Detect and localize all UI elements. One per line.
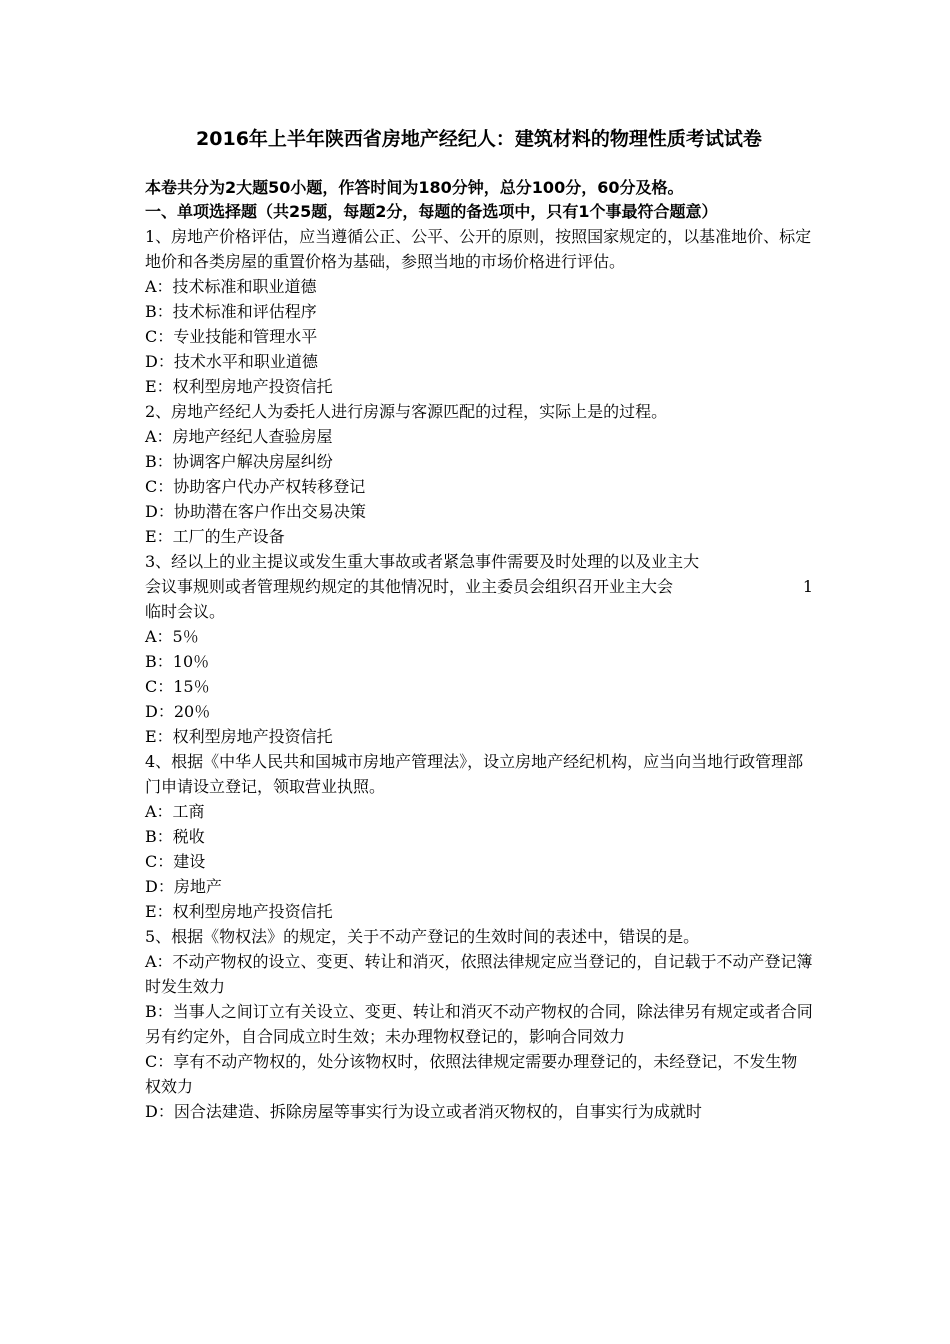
option-c: C：享有不动产物权的，处分该物权时，依照法律规定需要办理登记的，未经登记，不发生物权效力 [145,1052,798,1096]
option-d: D：因合法建造、拆除房屋等事实行为设立或者消灭物权的，自事实行为成就时 [145,1102,702,1121]
section-heading: 一、单项选择题（共25题，每题2分，每题的备选项中，只有1个事最符合题意） [145,202,718,221]
question-text: 5、根据《物权法》的规定，关于不动产登记的生效时间的表述中，错误的是。 [145,927,700,946]
option-b: B：税收 [145,827,205,846]
option-a: A：工商 [145,802,205,821]
option-e: E：权利型房地产投资信托 [145,727,333,746]
option-d: D：房地产 [145,877,222,896]
option-a: A：房地产经纪人查验房屋 [145,427,333,446]
question-text: 2、房地产经纪人为委托人进行房源与客源匹配的过程，实际上是的过程。 [145,402,668,421]
option-b: B：协调客户解决房屋纠纷 [145,452,333,471]
question-text: 4、根据《中华人民共和国城市房地产管理法》，设立房地产经纪机构，应当向当地行政管理部门申请设立登记，领取营业执照。 [145,752,804,796]
question-text-tail: 1 [802,577,813,596]
option-c: C：15％ [145,677,210,696]
option-e: E：权利型房地产投资信托 [145,377,333,396]
document-page [145,124,813,1124]
question-3 [145,549,813,749]
option-a: A：5％ [145,627,199,646]
option-d: D：20％ [145,702,211,721]
option-b: B：技术标准和评估程序 [145,302,317,321]
question-text-line-3: 临时会议。 [145,602,226,621]
question-text-line-2 [145,574,813,599]
option-d: D：协助潜在客户作出交易决策 [145,502,366,521]
option-e: E：工厂的生产设备 [145,527,285,546]
question-5 [145,924,813,1124]
option-a: A：不动产物权的设立、变更、转让和消灭，依照法律规定应当登记的，自记载于不动产登记簿时发生效力 [145,952,813,996]
option-b: B：10％ [145,652,210,671]
option-d: D：技术水平和职业道德 [145,352,318,371]
option-e: E：权利型房地产投资信托 [145,902,333,921]
question-1 [145,224,813,399]
option-c: C：建设 [145,852,206,871]
option-a: A：技术标准和职业道德 [145,277,317,296]
option-c: C：专业技能和管理水平 [145,327,318,346]
question-4 [145,749,813,924]
option-c: C：协助客户代办产权转移登记 [145,477,366,496]
question-2 [145,399,813,549]
question-text: 1、房地产价格评估，应当遵循公正、公平、公开的原则，按照国家规定的，以基准地价、标定地价和各类房屋的重置价格为基础，参照当地的市场价格进行评估。 [145,227,812,271]
question-text-main: 会议事规则或者管理规约规定的其他情况时，业主委员会组织召开业主大会 [145,577,674,596]
document-title: 2016年上半年陕西省房地产经纪人：建筑材料的物理性质考试试卷 [196,128,762,150]
exam-intro: 本卷共分为2大题50小题，作答时间为180分钟，总分100分，60分及格。 [145,178,684,197]
option-b: B：当事人之间订立有关设立、变更、转让和消灭不动产物权的合同，除法律另有规定或者合同另有约定外，自合同成立时生效；未办理物权登记的，影响合同效力 [145,1002,813,1046]
question-text-line-1: 3、经以上的业主提议或发生重大事故或者紧急事件需要及时处理的以及业主大 [145,552,700,571]
